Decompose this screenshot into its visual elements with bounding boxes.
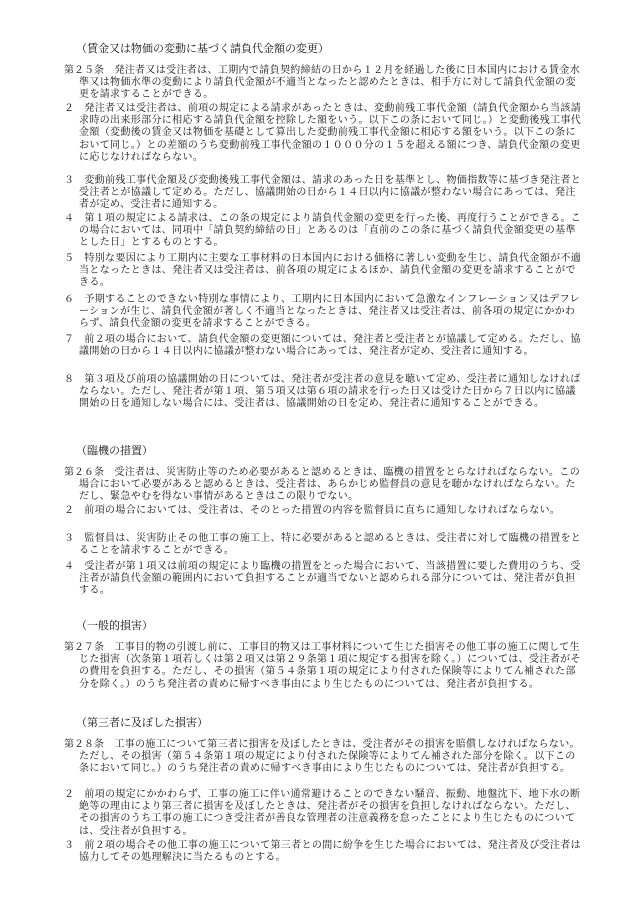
paragraph-number: ２ bbox=[64, 103, 74, 114]
article-25-paragraph-7 bbox=[64, 334, 585, 358]
paragraph-text: 予期することのできない特別な事情により、工期内に日本国内において急激なインフレーション又はデフレーションが生じ、請負代金額が著しく不適当となったときは、発注者又は受注者は、前各項の規定にかかわらず、請負代金額の変更を請求することができる。 bbox=[79, 294, 580, 330]
article-number: 第２６条 bbox=[64, 467, 104, 478]
paragraph-number: ３ bbox=[64, 840, 74, 851]
paragraph-text: 発注者又は受注者は、前項の規定による請求があったときは、変動前残工事代金額（請負代金額から当該請求時の出来形部分に相応する請負代金額を控除した額をいう。以下この条において同じ。）と変動後残工事代金額（変動後の賃金又は物価を基礎として算出した変動前残工事代金額に相応する額をいう。以下この条において同じ。）との差額のうち変動前残工事代金額の１０００分の１５を超える額につき、請負代金額の変更に応じなければならない。 bbox=[79, 103, 582, 163]
paragraph-number: ３ bbox=[64, 175, 74, 186]
article-25-paragraph-5 bbox=[64, 253, 585, 290]
article-26-paragraph-1 bbox=[64, 467, 585, 504]
paragraph-text: 前項の規定にかかわらず、工事の施工に伴い通常避けることのできない騒音、振動、地盤沈下、地下水の断絶等の理由により第三者に損害を及ぼしたときは、発注者がその損害を負担しなければならない。ただし、その損害のうち工事の施工につき受注者が善良な管理者の注意義務を怠ったことにより生じたものについては、受注者が負担する。 bbox=[79, 789, 581, 837]
paragraph-text: 受注者が第１項又は前項の規定により臨機の措置をとった場合において、当該措置に要した費用のうち、受注者が請負代金額の範囲内において負担することが適当でないと認められる部分については、発注者が負担する。 bbox=[79, 561, 581, 597]
paragraph-text: 第３項及び前項の協議開始の日については、発注者が受注者の意見を聴いて定め、受注者に通知しなければならない。ただし、発注者が第１項、第５項又は第６項の請求を行った日又は受けた日から７日以内に協議開始の日を通知しない場合には、受注者は、協議開始の日を定め、発注者に通知することができる。 bbox=[79, 374, 581, 410]
paragraph-number: ２ bbox=[64, 789, 74, 800]
paragraph-text: 第１項の規定による請求は、この条の規定により請負代金額の変更を行った後、再度行うことができる。この場合においては、同項中「請負契約締結の日」とあるのは「直前のこの条に基づく請負代金額変更の基準とした日」とするものとする。 bbox=[79, 213, 582, 249]
article-number: 第２７条 bbox=[64, 642, 104, 653]
paragraph-text: 監督員は、災害防止その他工事の施工上、特に必要があると認めるときは、受注者に対して臨機の措置をとることを請求することができる。 bbox=[79, 533, 582, 557]
section-heading-general-damage: （一般的損害） bbox=[76, 619, 153, 632]
article-number: 第２８条 bbox=[64, 739, 104, 750]
paragraph-number: ７ bbox=[64, 334, 74, 345]
paragraph-text: 発注者又は受注者は、工期内で請負契約締結の日から１２月を経過した後に日本国内における賃金水準又は物価水準の変動により請負代金額が不適当となったと認めたときは、相手方に対して請負代金額の変更を請求することができる。 bbox=[79, 65, 581, 101]
section-heading-price-change: （賃金又は物価の変動に基づく請負代金額の変更） bbox=[76, 42, 329, 55]
paragraph-text: 工事目的物の引渡し前に、工事目的物又は工事材料について生じた損害その他工事の施工に関して生じた損害（次条第１項若しくは第２項又は第２９条第１項に規定する損害を除く。）については、受注者がその費用を負担する。ただし、その損害（第５４条第１項の規定により付された保険等によりてん補された部分を除く。）のうち発注者の責めに帰すべき事由により生じたものについては、発注者が負担する。 bbox=[79, 642, 581, 690]
article-number: 第２５条 bbox=[64, 65, 104, 76]
paragraph-number: ６ bbox=[64, 294, 74, 305]
article-25-paragraph-1 bbox=[64, 65, 585, 102]
article-25-paragraph-2 bbox=[64, 103, 585, 164]
article-28-paragraph-1 bbox=[64, 739, 585, 776]
article-26-paragraph-3 bbox=[64, 533, 585, 557]
section-heading-emergency-measures: （臨機の措置） bbox=[76, 444, 153, 457]
paragraph-text: 受注者は、災害防止等のため必要があると認めるときは、臨機の措置をとらなければならない。この場合において必要があると認めるときは、受注者は、あらかじめ監督員の意見を聴かなければならない。ただし、緊急やむを得ない事情があるときはこの限りでない。 bbox=[79, 467, 581, 503]
article-25-paragraph-3 bbox=[64, 175, 585, 212]
article-26-paragraph-4 bbox=[64, 561, 585, 598]
article-26-paragraph-2 bbox=[64, 505, 585, 517]
paragraph-number: ３ bbox=[64, 533, 74, 544]
paragraph-number: ８ bbox=[64, 374, 74, 385]
paragraph-text: 変動前残工事代金額及び変動後残工事代金額は、請求のあった日を基準とし、物価指数等に基づき発注者と受注者とが協議して定める。ただし、協議開始の日から１４日以内に協議が整わない場合にあっては、発注者が定め、受注者に通知する。 bbox=[79, 175, 582, 211]
article-27-paragraph-1 bbox=[64, 642, 585, 691]
paragraph-number: ２ bbox=[64, 505, 74, 516]
article-25-paragraph-8 bbox=[64, 374, 585, 411]
article-25-paragraph-4 bbox=[64, 213, 585, 250]
section-heading-third-party-damage: （第三者に及ぼした損害） bbox=[76, 716, 208, 729]
paragraph-number: ４ bbox=[64, 213, 74, 224]
paragraph-number: ５ bbox=[64, 253, 74, 264]
article-28-paragraph-2 bbox=[64, 789, 585, 838]
article-25-paragraph-6 bbox=[64, 294, 585, 331]
paragraph-text: 前項の場合においては、受注者は、そのとった措置の内容を監督員に直ちに通知しなければならない。 bbox=[84, 505, 561, 516]
paragraph-text: 特別な要因により工期内に主要な工事材料の日本国内における価格に著しい変動を生じ、請負代金額が不適当となったときは、発注者又は受注者は、前各項の規定によるほか、請負代金額の変更を請求することができる。 bbox=[79, 253, 582, 289]
paragraph-number: ４ bbox=[64, 561, 74, 572]
paragraph-text: 前２項の場合その他工事の施工について第三者との間に紛争を生じた場合においては、発注者及び受注者は協力してその処理解決に当たるものとする。 bbox=[79, 840, 581, 864]
article-28-paragraph-3 bbox=[64, 840, 585, 864]
paragraph-text: 前２項の場合において、請負代金額の変更額については、発注者と受注者とが協議して定める。ただし、協議開始の日から１４日以内に協議が整わない場合にあっては、発注者が定め、受注者に通知する。 bbox=[79, 334, 581, 358]
paragraph-text: 工事の施工について第三者に損害を及ぼしたときは、受注者がその損害を賠償しなければならない。ただし、その損害（第５４条第１項の規定により付された保険等によりてん補された部分を除く。以下この条において同じ。）のうち発注者の責めに帰すべき事由により生じたものについては、発注者が負担する。 bbox=[79, 739, 580, 775]
